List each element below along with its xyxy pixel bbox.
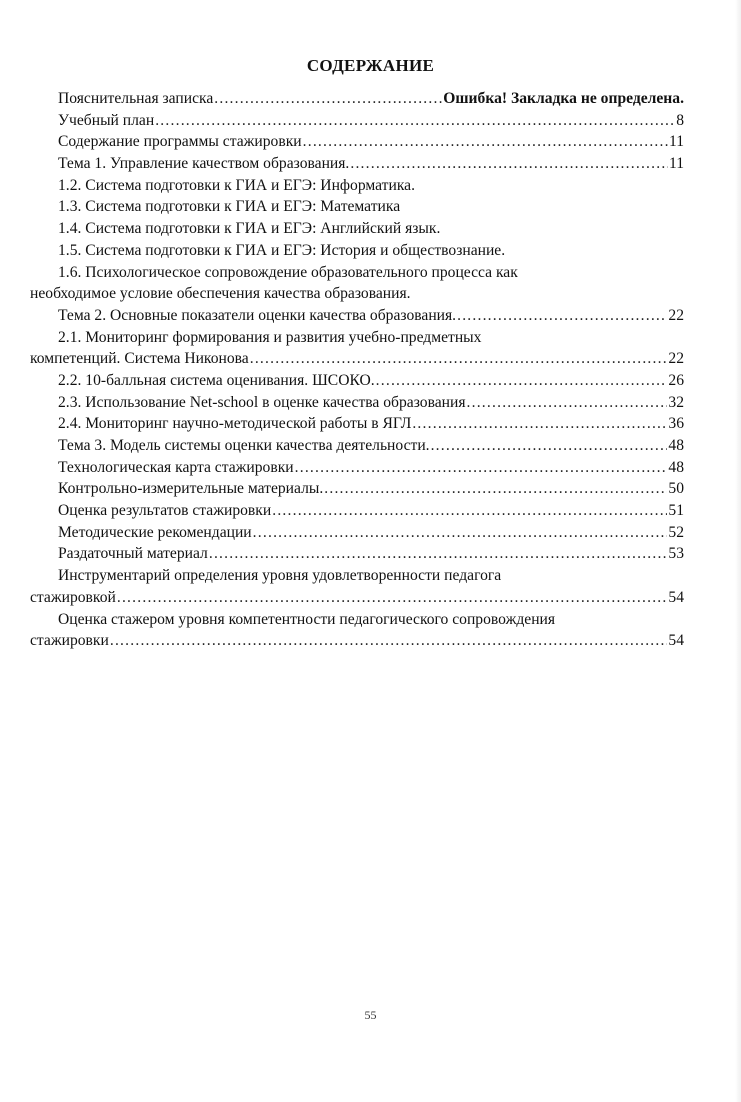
toc-entry-label: 1.2. Система подготовки к ГИА и ЕГЭ: Информатика.: [58, 176, 415, 194]
toc-entry-2-2[interactable]: [30, 370, 684, 392]
toc-entry-topic-1[interactable]: [30, 153, 684, 175]
toc-entry-handout[interactable]: [30, 543, 684, 565]
toc-entry-page: 8: [676, 111, 684, 129]
toc-leader-dots: [117, 587, 668, 609]
toc-entry-methodical-recommendations[interactable]: [30, 522, 684, 544]
toc-entry-label-line1: 2.1. Мониторинг формирования и развития учебно-предметных: [58, 328, 482, 346]
toc-entry-page: 11: [668, 133, 684, 151]
toc-entry-page: 51: [668, 502, 684, 520]
toc-entry-1-4[interactable]: [30, 218, 684, 240]
toc-entry-page: 26: [668, 371, 684, 389]
toc-leader-dots: [412, 413, 667, 435]
toc-entry-1-3[interactable]: [30, 196, 684, 218]
toc-entry-label: Пояснительная записка: [58, 90, 214, 107]
toc-entry-label-line2: компетенций. Система Никонова: [30, 350, 249, 368]
toc-entry-satisfaction-tools[interactable]: [30, 565, 684, 608]
toc-entry-1-2[interactable]: [30, 175, 684, 197]
toc-entry-2-4[interactable]: [30, 413, 684, 435]
toc-entry-page: Ошибка! Закладка не определена.: [443, 90, 684, 107]
toc-entry-curriculum[interactable]: [30, 110, 684, 132]
toc-entry-label-line2: стажировкой: [30, 588, 116, 606]
toc-leader-dots: [376, 370, 668, 392]
toc-leader-dots: [431, 435, 668, 457]
toc-leader-dots: [350, 153, 668, 175]
toc-leader-dots: [457, 305, 667, 327]
toc-entry-label: Тема 2. Основные показатели оценки качества образования.: [58, 306, 457, 324]
toc-entry-label: Содержание программы стажировки: [58, 133, 302, 151]
toc-entry-page: 52: [668, 523, 684, 541]
toc-leader-dots: [110, 630, 668, 652]
toc-entry-label: 1.5. Система подготовки к ГИА и ЕГЭ: История и обществознание.: [58, 241, 506, 259]
toc-leader-dots: [250, 348, 668, 370]
toc-entry-page: 32: [668, 393, 684, 411]
toc-entry-2-1[interactable]: [30, 327, 684, 370]
toc-entry-label-line1: 1.6. Психологическое сопровождение образовательного процесса как: [58, 263, 518, 281]
toc-leader-dots: [467, 392, 668, 414]
toc-entry-page: 22: [668, 306, 684, 324]
toc-entry-page: 48: [668, 458, 684, 476]
toc-entry-label: 2.3. Использование Net-school в оценке качества образования: [58, 393, 466, 411]
toc-entry-label: Оценка результатов стажировки: [58, 502, 272, 520]
toc-entry-label: Технологическая карта стажировки: [58, 458, 294, 476]
toc-entry-topic-2[interactable]: [30, 305, 684, 327]
toc-entry-label: 2.2. 10-балльная система оценивания. ШСОКО.: [58, 371, 375, 389]
toc-entry-page: 48: [668, 437, 684, 454]
toc-leader-dots: [214, 88, 442, 110]
toc-entry-page: 50: [668, 480, 684, 498]
toc-leader-dots: [253, 522, 668, 544]
toc-leader-dots: [155, 110, 675, 132]
toc-entry-label: Тема 3. Модель системы оценки качества деятельности.: [58, 437, 430, 454]
toc-entry-page: 36: [668, 415, 684, 433]
page-number: 55: [364, 1008, 377, 1022]
toc-entry-label: 2.4. Мониторинг научно-методической работы в ЯГЛ: [58, 415, 412, 433]
toc-entry-page: 22: [668, 350, 684, 368]
toc-entry-program-content[interactable]: [30, 131, 684, 153]
toc-entry-results-evaluation[interactable]: [30, 500, 684, 522]
toc-entry-topic-3[interactable]: [30, 435, 684, 457]
toc-leader-dots: [209, 543, 668, 565]
toc-entry-page: 54: [668, 632, 684, 650]
toc-entry-page: 11: [668, 155, 684, 173]
toc-entry-label: Раздаточный материал: [58, 545, 208, 563]
toc-entry-label: 1.3. Система подготовки к ГИА и ЕГЭ: Математика: [58, 198, 401, 216]
toc-entry-label: 1.4. Система подготовки к ГИА и ЕГЭ: Английский язык.: [58, 220, 441, 238]
toc-entry-label: Методические рекомендации: [58, 523, 252, 541]
toc-entry-label-line2: стажировки: [30, 632, 109, 650]
toc-entry-competence-evaluation[interactable]: [30, 609, 684, 652]
toc-entry-label: Учебный план: [58, 111, 155, 129]
toc-entry-explanatory-note[interactable]: [30, 88, 684, 110]
table-of-contents: [30, 88, 684, 652]
toc-leader-dots: [295, 457, 668, 479]
toc-entry-tech-map[interactable]: [30, 457, 684, 479]
toc-entry-label-line1: Оценка стажером уровня компетентности педагогического сопровождения: [58, 610, 556, 628]
toc-entry-2-3[interactable]: [30, 392, 684, 414]
scan-edge-shadow: [735, 0, 741, 1102]
toc-entry-page: 53: [668, 545, 684, 563]
toc-entry-label: Тема 1. Управление качеством образования.: [58, 155, 350, 173]
toc-entry-label-line2: необходимое условие обеспечения качества образования.: [30, 285, 411, 303]
toc-entry-control-materials[interactable]: [30, 478, 684, 500]
toc-entry-1-5[interactable]: [30, 240, 684, 262]
toc-entry-1-6[interactable]: [30, 262, 684, 305]
toc-leader-dots: [272, 500, 667, 522]
page-title: СОДЕРЖАНИЕ: [306, 56, 435, 75]
toc-entry-page: 54: [668, 588, 684, 606]
toc-leader-dots: [324, 478, 667, 500]
toc-entry-label-line1: Инструментарий определения уровня удовлетворенности педагога: [58, 567, 502, 585]
toc-entry-label: Контрольно-измерительные материалы.: [58, 480, 324, 498]
toc-leader-dots: [303, 131, 668, 153]
